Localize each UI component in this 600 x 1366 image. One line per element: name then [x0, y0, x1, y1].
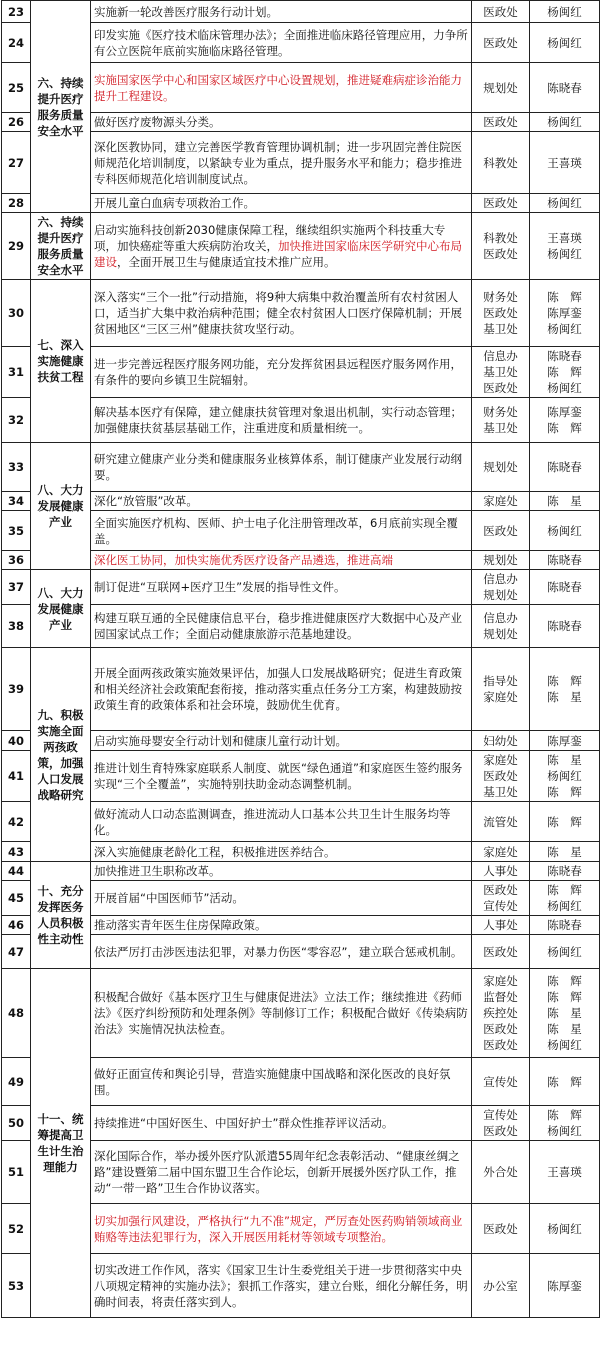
row-number: 38 [2, 605, 31, 648]
row-number: 25 [2, 63, 31, 113]
owner-cell [530, 63, 600, 113]
owner-cell [530, 213, 600, 280]
task-highlight-text: 加快推进国家临床医学研究中心布局建设 [94, 239, 462, 269]
task-cell [91, 802, 472, 842]
table-row [2, 113, 600, 132]
task-text: 启动实施母婴安全行动计划和健康儿童行动计划。 [94, 733, 347, 748]
department-cell [472, 132, 530, 194]
department-name: 医政处 [483, 769, 518, 783]
task-text: 深化“放管服”改革。 [94, 494, 198, 508]
department-cell [472, 443, 530, 492]
owner-name: 杨闽红 [547, 4, 582, 19]
table-row [2, 935, 600, 969]
department-name: 疾控处 [483, 1006, 518, 1020]
department-name: 医政处 [483, 115, 518, 129]
row-number: 35 [2, 511, 31, 551]
task-cell [91, 1204, 472, 1254]
owner-name: 陈 辉 [547, 814, 582, 829]
task-cell [91, 842, 472, 862]
department-name: 外合处 [483, 1165, 518, 1179]
task-text: 解决基本医疗有保障，建立健康扶贫管理对象退出机制，实行动态管理；加强健康扶贫基层基础工作，注重进度和质量相统一。 [94, 405, 462, 435]
department-name: 医政处 [483, 381, 518, 395]
task-cell [91, 1254, 472, 1318]
task-cell [91, 132, 472, 194]
row-number: 24 [2, 23, 31, 63]
owner-cell [530, 1254, 600, 1318]
owner-name: 陈 辉 [547, 1108, 582, 1122]
category-cell: 十、充分发挥医务人员积极性主动性 [31, 862, 91, 969]
table-row [2, 1058, 600, 1106]
category-cell: 十一、统筹提高卫生计生治理能力 [31, 969, 91, 1318]
department-name: 基卫处 [483, 322, 518, 336]
owner-name: 陈 星 [547, 1006, 582, 1020]
owner-name: 杨闽红 [547, 381, 582, 395]
department-name: 医政处 [483, 1221, 518, 1236]
row-number: 33 [2, 443, 31, 492]
department-name: 医政处 [483, 1022, 518, 1036]
department-cell [472, 842, 530, 862]
row-number: 32 [2, 398, 31, 443]
row-number: 44 [2, 862, 31, 881]
task-table [1, 0, 600, 1318]
owner-name: 陈 辉 [547, 290, 582, 304]
department-name: 财务处 [483, 405, 518, 419]
owner-cell [530, 1141, 600, 1204]
owner-cell [530, 132, 600, 194]
owner-cell [530, 881, 600, 916]
table-row [2, 802, 600, 842]
department-name: 医政处 [483, 306, 518, 320]
owner-cell [530, 935, 600, 969]
department-name: 妇幼处 [483, 733, 518, 748]
task-cell [91, 63, 472, 113]
department-name: 科教处 [483, 155, 518, 170]
row-number: 27 [2, 132, 31, 194]
task-text: 切实改进工作作风，落实《国家卫生计生委党组关于进一步贯彻落实中央八项规定精神的实施办法》；狠抓工作落实，建立台账，细化分解任务，明确时间表，将责任落实到人。 [94, 1262, 468, 1309]
category-cell: 八、大力发展健康产业 [31, 443, 91, 570]
department-cell [472, 862, 530, 881]
task-text: 开展儿童白血病专项救治工作。 [94, 196, 255, 210]
row-number: 47 [2, 935, 31, 969]
department-name: 家庭处 [483, 974, 518, 988]
department-name: 科教处 [483, 231, 518, 245]
category-cell: 七、深入实施健康扶贫工程 [31, 280, 91, 443]
table-row [2, 347, 600, 398]
task-cell [91, 551, 472, 570]
department-name: 信息办 [483, 349, 518, 363]
row-number: 40 [2, 731, 31, 751]
row-number: 23 [2, 1, 31, 23]
table-row [2, 881, 600, 916]
owner-cell [530, 1204, 600, 1254]
owner-cell [530, 443, 600, 492]
task-text: 做好正面宣传和舆论引导，营造实施健康中国战略和深化医改的良好氛围。 [94, 1066, 451, 1097]
owner-name: 杨闽红 [547, 115, 582, 129]
department-name: 医政处 [483, 35, 518, 50]
department-name: 规划处 [483, 627, 518, 641]
table-row [2, 969, 600, 1058]
task-text: 实施新一轮改善医疗服务行动计划。 [94, 4, 278, 19]
task-cell [91, 511, 472, 551]
owner-cell [530, 842, 600, 862]
owner-name: 杨闽红 [547, 35, 582, 50]
row-number: 51 [2, 1141, 31, 1204]
task-text: 制订促进“互联网+医疗卫生”发展的指导性文件。 [94, 580, 346, 594]
task-cell [91, 751, 472, 802]
task-text: 做好医疗废物源头分类。 [94, 115, 221, 129]
department-cell [472, 551, 530, 570]
category-cell: 六、持续提升医疗服务质量安全水平 [31, 1, 91, 213]
task-cell [91, 969, 472, 1058]
category-cell: 九、积极实施全面两孩政策，加强人口发展战略研究 [31, 648, 91, 862]
owner-cell [530, 551, 600, 570]
owner-name: 陈晓春 [547, 918, 582, 932]
owner-name: 陈晓春 [547, 349, 582, 363]
owner-cell [530, 398, 600, 443]
owner-cell [530, 347, 600, 398]
department-name: 规划处 [483, 80, 518, 95]
department-cell [472, 194, 530, 213]
department-cell [472, 492, 530, 511]
department-cell [472, 23, 530, 63]
department-name: 家庭处 [483, 753, 518, 767]
owner-name: 杨闽红 [547, 944, 582, 959]
table-row [2, 1254, 600, 1318]
department-cell [472, 1254, 530, 1318]
owner-name: 陈 星 [547, 690, 582, 704]
row-number: 53 [2, 1254, 31, 1318]
table-row [2, 1141, 600, 1204]
table-row [2, 551, 600, 570]
row-number: 45 [2, 881, 31, 916]
owner-name: 陈晓春 [547, 553, 582, 567]
department-cell [472, 1141, 530, 1204]
owner-name: 陈晓春 [547, 580, 582, 594]
department-cell [472, 63, 530, 113]
task-text: 深入落实“三个一批”行动措施，将9种大病集中救治覆盖所有农村贫困人口，适当扩大集中救治病种范围；健全农村贫困人口医疗保障机制；开展贫困地区“三区三州”健康扶贫攻坚行动。 [94, 290, 462, 336]
task-cell [91, 443, 472, 492]
table-row [2, 213, 600, 280]
department-cell [472, 113, 530, 132]
row-number: 26 [2, 113, 31, 132]
department-cell [472, 1, 530, 23]
department-cell [472, 802, 530, 842]
table-row [2, 511, 600, 551]
table-row [2, 751, 600, 802]
task-highlight-text: 实施国家医学中心和国家区域医疗中心设置规划，推进疑难病症诊治能力提升工程建设。 [94, 72, 462, 103]
owner-name: 陈 辉 [547, 365, 582, 379]
owner-cell [530, 1058, 600, 1106]
department-name: 医政处 [483, 883, 518, 897]
task-text: 积极配合做好《基本医疗卫生与健康促进法》立法工作；继续推进《药师法》《医疗纠纷预防和处理条例》等制修订工作；积极配合做好《传染病防治法》实施情况执法检查。 [94, 990, 468, 1036]
task-text: 深化国际合作，举办援外医疗队派遣55周年纪念表彰活动、“健康丝绸之路”建设暨第二届中国东盟卫生合作论坛，创新开展援外医疗队工作，推动“一带一路”卫生合作协议落实。 [94, 1149, 460, 1195]
owner-name: 杨闽红 [547, 247, 582, 261]
department-cell [472, 1058, 530, 1106]
task-text: 启动实施科技创新2030健康保障工程，继续组织实施两个科技重大专项，加快癌症等重大疾病防治攻关， [94, 223, 446, 253]
task-cell [91, 194, 472, 213]
owner-name: 杨闽红 [547, 523, 582, 538]
table-row [2, 1106, 600, 1141]
department-cell [472, 347, 530, 398]
owner-cell [530, 862, 600, 881]
owner-cell [530, 731, 600, 751]
department-name: 财务处 [483, 290, 518, 304]
department-name: 规划处 [483, 460, 518, 474]
owner-cell [530, 916, 600, 935]
table-row [2, 194, 600, 213]
department-name: 宣传处 [483, 1108, 518, 1122]
department-cell [472, 605, 530, 648]
task-cell [91, 916, 472, 935]
owner-cell [530, 511, 600, 551]
owner-name: 陈晓春 [547, 460, 582, 474]
table-row [2, 398, 600, 443]
row-number: 37 [2, 570, 31, 605]
row-number: 46 [2, 916, 31, 935]
table-row [2, 443, 600, 492]
table-row [2, 23, 600, 63]
department-cell [472, 916, 530, 935]
department-name: 医政处 [483, 523, 518, 538]
task-text: 加快推进卫生职称改革。 [94, 864, 221, 878]
task-cell [91, 280, 472, 347]
owner-cell [530, 570, 600, 605]
task-cell [91, 570, 472, 605]
table-row [2, 492, 600, 511]
task-text: 深化医教协同，建立完善医学教育管理协调机制；进一步巩固完善住院医师规范化培训制度，以紧缺专业为重点，提升服务水平和能力；稳步推进专科医师规范化培训制度试点。 [94, 139, 462, 186]
row-number: 39 [2, 648, 31, 731]
department-cell [472, 1106, 530, 1141]
owner-name: 王喜瑛 [547, 155, 582, 170]
owner-name: 王喜瑛 [547, 1165, 582, 1179]
table-row [2, 648, 600, 731]
task-text: 全面实施医疗机构、医师、护士电子化注册管理改革，6月底前实现全覆盖。 [94, 515, 458, 546]
task-text: 印发实施《医疗技术临床管理办法》；全面推进临床路径管理应用，力争所有公立医院年底前实施临床路径管理。 [94, 27, 468, 58]
department-name: 医政处 [483, 1038, 518, 1052]
department-name: 流管处 [483, 814, 518, 829]
owner-name: 陈晓春 [547, 864, 582, 878]
department-cell [472, 1204, 530, 1254]
owner-cell [530, 113, 600, 132]
task-text: 持续推进“中国好医生、中国好护士”群众性推荐评议活动。 [94, 1116, 394, 1130]
owner-name: 陈 辉 [547, 1074, 582, 1089]
owner-cell [530, 605, 600, 648]
table-row [2, 731, 600, 751]
row-number: 36 [2, 551, 31, 570]
owner-name: 陈 星 [547, 1022, 582, 1036]
row-number: 30 [2, 280, 31, 347]
department-cell [472, 731, 530, 751]
owner-cell [530, 280, 600, 347]
task-cell [91, 1, 472, 23]
department-name: 医政处 [483, 1124, 518, 1138]
task-cell [91, 398, 472, 443]
department-name: 宣传处 [483, 899, 518, 913]
owner-name: 陈 星 [547, 753, 582, 767]
owner-name: 王喜瑛 [547, 231, 582, 245]
owner-name: 杨闽红 [547, 1038, 582, 1052]
department-cell [472, 935, 530, 969]
department-name: 信息办 [483, 611, 518, 625]
task-highlight-text: 切实加强行风建设，严格执行“九不准”规定，严厉查处医药购销领域商业贿赂等违法犯罪行为，深入开展医用耗材等领域专项整治。 [94, 1213, 463, 1244]
task-cell [91, 605, 472, 648]
task-cell [91, 213, 472, 280]
task-text: 推动落实青年医生住房保障政策。 [94, 918, 267, 932]
owner-cell [530, 1, 600, 23]
owner-name: 陈厚銮 [547, 405, 582, 419]
task-text: 推进计划生育特殊家庭联系人制度、就医“绿色通道”和家庭医生签约服务实现“三个全覆盖”，实施特别扶助金动态调整机制。 [94, 761, 463, 791]
task-text: 开展首届“中国医师节”活动。 [94, 891, 244, 905]
department-name: 家庭处 [483, 494, 518, 508]
owner-name: 杨闽红 [547, 899, 582, 913]
table-row [2, 570, 600, 605]
department-name: 规划处 [483, 588, 518, 602]
owner-name: 杨闽红 [547, 322, 582, 336]
row-number: 52 [2, 1204, 31, 1254]
department-name: 医政处 [483, 247, 518, 261]
row-number: 43 [2, 842, 31, 862]
department-name: 监督处 [483, 990, 518, 1004]
owner-name: 陈厚銮 [547, 1278, 582, 1293]
owner-name: 杨闽红 [547, 196, 582, 210]
department-cell [472, 969, 530, 1058]
owner-name: 陈 辉 [547, 421, 582, 435]
department-cell [472, 398, 530, 443]
task-cell [91, 1106, 472, 1141]
department-cell [472, 648, 530, 731]
owner-name: 陈晓春 [547, 80, 582, 95]
task-cell [91, 731, 472, 751]
row-number: 48 [2, 969, 31, 1058]
owner-cell [530, 802, 600, 842]
department-name: 医政处 [483, 944, 518, 959]
owner-cell [530, 969, 600, 1058]
task-cell [91, 1141, 472, 1204]
department-name: 家庭处 [483, 844, 518, 859]
owner-name: 杨闽红 [547, 769, 582, 783]
owner-cell [530, 751, 600, 802]
owner-name: 杨闽红 [547, 1124, 582, 1138]
department-name: 规划处 [483, 553, 518, 567]
owner-name: 杨闽红 [547, 1221, 582, 1236]
task-cell [91, 347, 472, 398]
task-text: ，全面开展卫生与健康适宜技术推广应用。 [117, 255, 336, 269]
category-cell: 八、大力发展健康产业 [31, 570, 91, 648]
category-cell: 六、持续提升医疗服务质量安全水平 [31, 213, 91, 280]
owner-name: 陈 星 [547, 844, 582, 859]
task-text: 进一步完善远程医疗服务网功能，充分发挥贫困县远程医疗服务网作用，有条件的要向乡镇卫生院辐射。 [94, 357, 462, 387]
owner-name: 陈 辉 [547, 785, 582, 799]
owner-cell [530, 492, 600, 511]
department-name: 信息办 [483, 572, 518, 586]
department-name: 医政处 [483, 196, 518, 210]
owner-name: 陈 辉 [547, 990, 582, 1004]
department-name: 基卫处 [483, 785, 518, 799]
department-cell [472, 751, 530, 802]
department-cell [472, 280, 530, 347]
row-number: 34 [2, 492, 31, 511]
task-cell [91, 648, 472, 731]
task-text: 构建互联互通的全民健康信息平台，稳步推进健康医疗大数据中心及产业园国家试点工作；全面启动健康旅游示范基地建设。 [94, 611, 462, 641]
department-name: 指导处 [483, 674, 518, 688]
owner-name: 陈 辉 [547, 974, 582, 988]
department-name: 办公室 [483, 1278, 518, 1293]
department-name: 人事处 [483, 864, 518, 878]
department-name: 基卫处 [483, 421, 518, 435]
department-cell [472, 213, 530, 280]
row-number: 31 [2, 347, 31, 398]
owner-name: 陈厚銮 [547, 733, 582, 748]
task-highlight-text: 深化医工协同，加快实施优秀医疗设备产品遴选，推进高端 [94, 553, 393, 567]
owner-name: 陈 星 [547, 494, 582, 508]
department-name: 基卫处 [483, 365, 518, 379]
task-cell [91, 1058, 472, 1106]
table-row [2, 63, 600, 113]
task-text: 开展全面两孩政策实施效果评估，加强人口发展战略研究；促进生育政策和相关经济社会政策配套衔接，推动落实重点任务分工方案，构建鼓励按政策生育的政策体系和社会环境，鼓励优生优育。 [94, 666, 462, 712]
row-number: 29 [2, 213, 31, 280]
owner-name: 陈晓春 [547, 619, 582, 633]
table-row [2, 1, 600, 23]
table-row [2, 605, 600, 648]
task-cell [91, 492, 472, 511]
row-number: 49 [2, 1058, 31, 1106]
department-cell [472, 570, 530, 605]
owner-name: 陈厚銮 [547, 306, 582, 320]
table-row [2, 862, 600, 881]
row-number: 50 [2, 1106, 31, 1141]
table-row [2, 280, 600, 347]
department-cell [472, 881, 530, 916]
row-number: 28 [2, 194, 31, 213]
owner-cell [530, 1106, 600, 1141]
department-name: 家庭处 [483, 690, 518, 704]
table-row [2, 916, 600, 935]
task-cell [91, 862, 472, 881]
department-name: 人事处 [483, 918, 518, 932]
task-cell [91, 881, 472, 916]
task-cell [91, 935, 472, 969]
owner-cell [530, 23, 600, 63]
task-text: 依法严厉打击涉医违法犯罪，对暴力伤医“零容忍”，建立联合惩戒机制。 [94, 944, 463, 959]
department-name: 医政处 [483, 4, 518, 19]
owner-cell [530, 648, 600, 731]
row-number: 41 [2, 751, 31, 802]
department-name: 宣传处 [483, 1074, 518, 1089]
table-row [2, 1204, 600, 1254]
task-cell [91, 113, 472, 132]
owner-cell [530, 194, 600, 213]
table-row [2, 842, 600, 862]
task-text: 做好流动人口动态监测调查，推进流动人口基本公共卫生计生服务均等化。 [94, 806, 451, 837]
row-number: 42 [2, 802, 31, 842]
task-text: 深入实施健康老龄化工程，积极推进医养结合。 [94, 844, 336, 859]
task-text: 研究建立健康产业分类和健康服务业核算体系，制订健康产业发展行动纲要。 [94, 452, 462, 482]
owner-name: 陈 辉 [547, 674, 582, 688]
task-cell [91, 23, 472, 63]
table-row [2, 132, 600, 194]
department-cell [472, 511, 530, 551]
owner-name: 陈 辉 [547, 883, 582, 897]
